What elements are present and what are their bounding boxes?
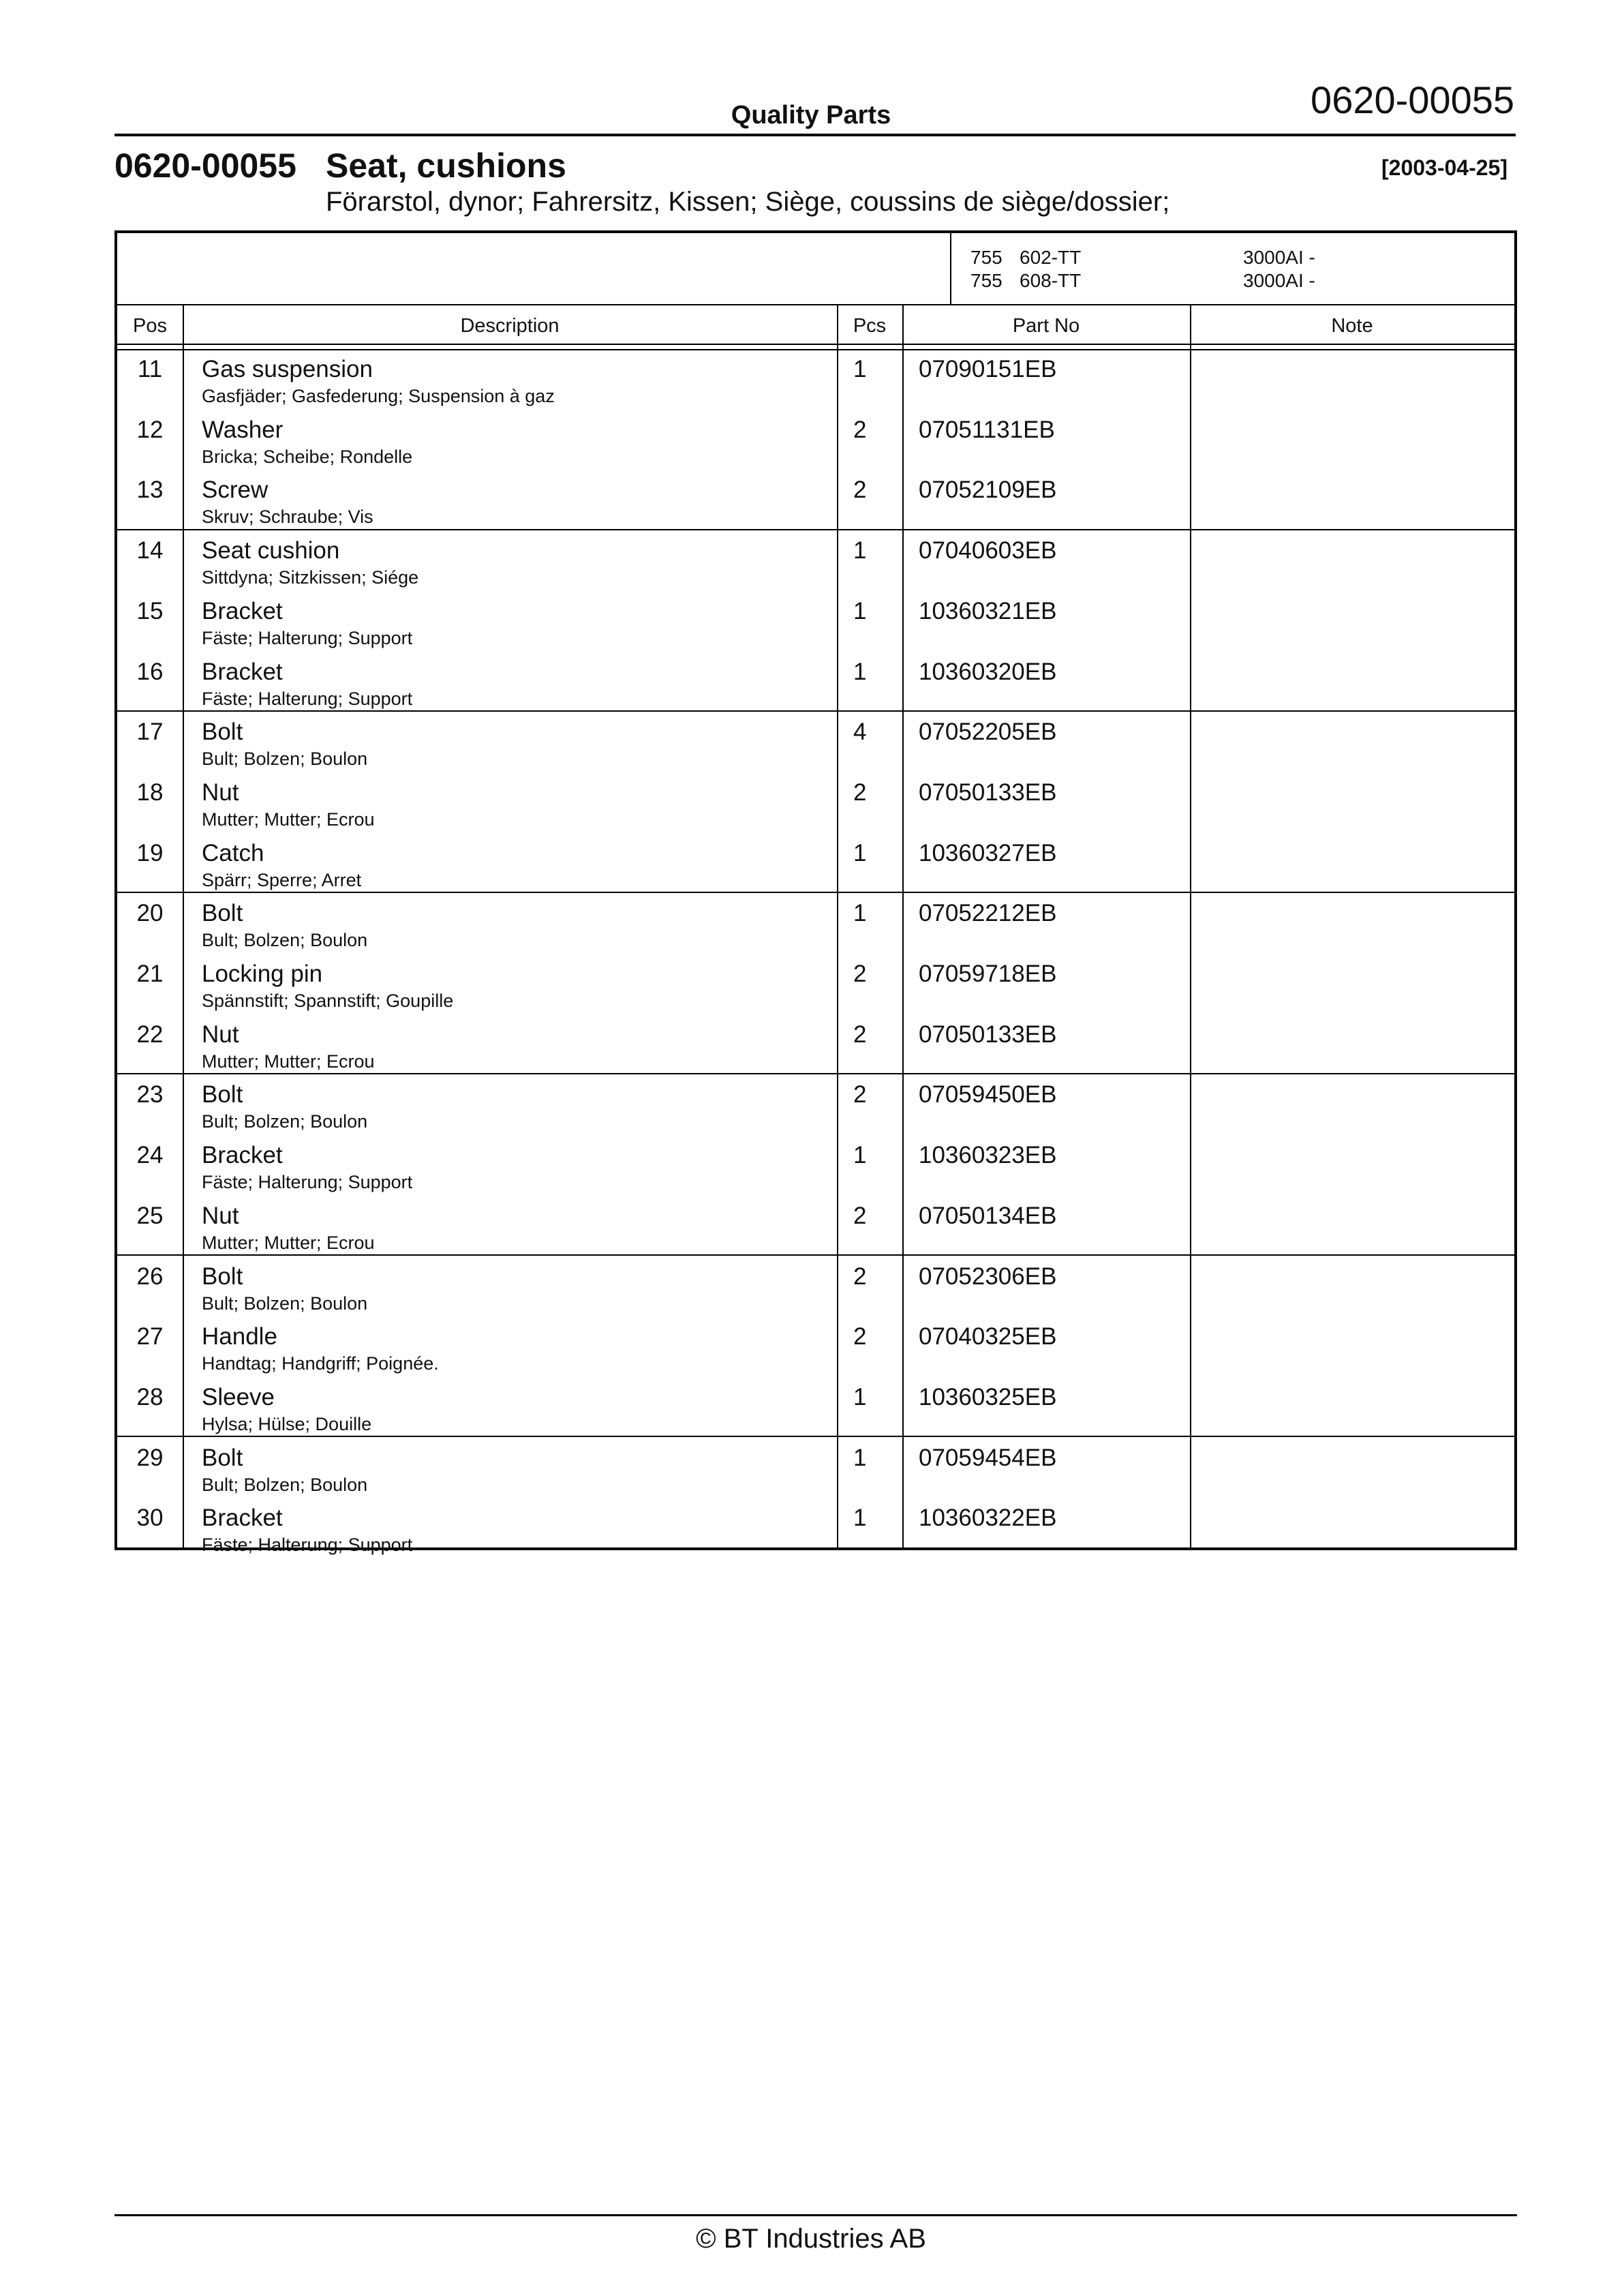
row-part-no: 10360325EB [919, 1383, 1057, 1410]
row-part-no: 07052306EB [919, 1263, 1057, 1290]
row-part-no: 07052205EB [919, 719, 1057, 746]
header-section-title: Quality Parts [731, 101, 891, 130]
title-translations: Förarstol, dynor; Fahrersitz, Kissen; Siège, coussins de siège/dossier; [326, 187, 1170, 217]
header-divider [114, 134, 1516, 136]
row-pos: 25 [136, 1202, 164, 1229]
row-translations: Fäste; Halterung; Support [202, 627, 413, 648]
row-pcs: 1 [853, 537, 867, 564]
column-header-pcs: Pcs [853, 315, 887, 337]
row-part-no: 10360322EB [919, 1505, 1057, 1532]
row-part-no: 07050134EB [919, 1202, 1057, 1229]
table-row [117, 1438, 1514, 1498]
row-part-no: 10360323EB [919, 1142, 1057, 1169]
row-translations: Fäste; Halterung; Support [202, 688, 413, 709]
row-part-no: 07090151EB [919, 356, 1057, 382]
row-translations: Fäste; Halterung; Support [202, 1172, 413, 1193]
row-pos: 20 [136, 900, 164, 927]
table-row [117, 1135, 1514, 1195]
row-translations: Fäste; Halterung; Support [202, 1535, 413, 1556]
row-pcs: 2 [853, 779, 867, 806]
row-pcs: 2 [853, 1081, 867, 1108]
row-pos: 17 [136, 719, 164, 746]
row-part-no: 07051131EB [919, 416, 1055, 443]
table-row [117, 893, 1514, 953]
row-translations: Mutter; Mutter; Ecrou [202, 809, 375, 830]
table-row [117, 530, 1514, 590]
row-description: Bolt [202, 900, 243, 927]
row-part-no: 07052109EB [919, 477, 1057, 504]
footer-copyright: © BT Industries AB [696, 2224, 926, 2254]
row-translations: Bult; Bolzen; Boulon [202, 1474, 368, 1495]
row-description: Catch [202, 839, 264, 866]
row-part-no: 07050133EB [919, 779, 1057, 806]
row-description: Bracket [202, 1142, 283, 1169]
row-pos: 18 [136, 779, 164, 806]
row-description: Handle [202, 1323, 277, 1350]
row-pos: 27 [136, 1323, 164, 1350]
row-description: Screw [202, 477, 269, 504]
header-bottom-rule [117, 344, 1514, 345]
row-description: Bolt [202, 1263, 243, 1290]
table-row [117, 954, 1514, 1014]
row-part-no: 10360320EB [919, 658, 1057, 685]
row-pcs: 1 [853, 1383, 867, 1410]
row-description: Locking pin [202, 961, 323, 987]
row-translations: Skruv; Schraube; Vis [202, 507, 373, 528]
row-pos: 12 [136, 416, 164, 443]
row-part-no: 07040603EB [919, 537, 1057, 564]
row-translations: Sittdyna; Sitzkissen; Siége [202, 567, 419, 588]
row-description: Bracket [202, 597, 283, 624]
row-pos: 28 [136, 1383, 164, 1410]
row-description: Bolt [202, 719, 243, 746]
row-pos: 30 [136, 1505, 164, 1532]
table-row [117, 712, 1514, 772]
row-description: Bolt [202, 1081, 243, 1108]
row-pcs: 1 [853, 1444, 867, 1471]
row-description: Bracket [202, 658, 283, 685]
row-translations: Spännstift; Spannstift; Goupille [202, 991, 454, 1011]
row-description: Nut [202, 1021, 239, 1048]
row-translations: Gasfjäder; Gasfederung; Suspension à gaz [202, 386, 555, 406]
model-code: 602-TT [1020, 247, 1082, 268]
row-pcs: 1 [853, 839, 867, 866]
row-pos: 13 [136, 477, 164, 504]
table-row [117, 772, 1514, 832]
row-part-no: 07059450EB [919, 1081, 1057, 1108]
row-pos: 29 [136, 1444, 164, 1471]
row-translations: Bult; Bolzen; Boulon [202, 1111, 368, 1132]
row-description: Seat cushion [202, 537, 340, 564]
row-pos: 19 [136, 839, 164, 866]
row-pos: 14 [136, 537, 164, 564]
column-header-pos: Pos [133, 315, 167, 337]
model-block-vline [950, 233, 951, 304]
column-header-description: Description [460, 315, 560, 337]
row-part-no: 07040325EB [919, 1323, 1057, 1350]
parts-table [114, 230, 1517, 1556]
row-description: Gas suspension [202, 356, 373, 382]
model-code: 608-TT [1020, 270, 1082, 291]
row-translations: Handtag; Handgriff; Poignée. [202, 1353, 439, 1374]
row-description: Nut [202, 1202, 239, 1229]
table-row [117, 410, 1514, 470]
row-translations: Mutter; Mutter; Ecrou [202, 1232, 375, 1253]
row-pos: 24 [136, 1142, 164, 1169]
row-pos: 11 [137, 356, 163, 382]
row-part-no: 10360321EB [919, 597, 1057, 624]
table-row [117, 1316, 1514, 1376]
table-row [117, 1256, 1514, 1316]
table-row [117, 1074, 1514, 1134]
row-description: Sleeve [202, 1383, 275, 1410]
row-pcs: 2 [853, 477, 867, 504]
table-row [117, 833, 1514, 893]
model-prefix: 755 [970, 270, 1003, 291]
row-pcs: 4 [853, 719, 867, 746]
table-row [117, 470, 1514, 530]
table-row [117, 349, 1514, 409]
model-serial: 3000AI - [1243, 270, 1315, 291]
row-part-no: 07052212EB [919, 900, 1057, 927]
row-pcs: 2 [853, 1202, 867, 1229]
row-description: Bracket [202, 1505, 283, 1532]
row-translations: Bult; Bolzen; Boulon [202, 749, 368, 770]
title-date: [2003-04-25] [1381, 155, 1508, 180]
row-pcs: 2 [853, 1323, 867, 1350]
row-pos: 21 [136, 961, 164, 987]
row-translations: Bricka; Scheibe; Rondelle [202, 446, 413, 467]
table-row [117, 1014, 1514, 1074]
row-pcs: 2 [853, 961, 867, 987]
row-description: Nut [202, 779, 239, 806]
row-description: Washer [202, 416, 284, 443]
row-pcs: 2 [853, 416, 867, 443]
header-doc-code: 0620-00055 [1311, 78, 1514, 121]
model-prefix: 755 [970, 247, 1003, 268]
model-serial: 3000AI - [1243, 247, 1315, 268]
row-part-no: 07059454EB [919, 1444, 1057, 1471]
row-part-no: 07050133EB [919, 1021, 1057, 1048]
row-translations: Hylsa; Hülse; Douille [202, 1413, 372, 1434]
table-row [117, 591, 1514, 651]
table-row [117, 1377, 1514, 1437]
row-pos: 16 [136, 658, 164, 685]
row-pcs: 1 [853, 356, 867, 382]
row-pos: 23 [136, 1081, 164, 1108]
row-pcs: 1 [853, 1142, 867, 1169]
row-pcs: 1 [853, 658, 867, 685]
row-pcs: 1 [853, 900, 867, 927]
table-row [117, 1196, 1514, 1256]
row-pos: 22 [136, 1021, 164, 1048]
row-description: Bolt [202, 1444, 243, 1471]
column-header-part-no: Part No [1012, 315, 1080, 337]
row-pcs: 1 [853, 1505, 867, 1532]
page-title-code: 0620-00055 [114, 147, 296, 185]
row-pcs: 1 [853, 597, 867, 624]
row-translations: Spärr; Sperre; Arret [202, 869, 362, 890]
model-block-divider [117, 304, 1514, 305]
page-title: Seat, cushions [326, 147, 566, 185]
row-pos: 15 [136, 597, 164, 624]
row-pcs: 2 [853, 1021, 867, 1048]
row-translations: Mutter; Mutter; Ecrou [202, 1051, 375, 1072]
row-pcs: 2 [853, 1263, 867, 1290]
table-row [117, 1498, 1514, 1558]
row-pos: 26 [136, 1263, 164, 1290]
footer-divider [114, 2214, 1517, 2216]
table-row [117, 652, 1514, 712]
row-translations: Bult; Bolzen; Boulon [202, 930, 368, 951]
row-part-no: 07059718EB [919, 961, 1057, 987]
column-header-note: Note [1331, 315, 1373, 337]
row-part-no: 10360327EB [919, 839, 1057, 866]
row-translations: Bult; Bolzen; Boulon [202, 1293, 368, 1314]
